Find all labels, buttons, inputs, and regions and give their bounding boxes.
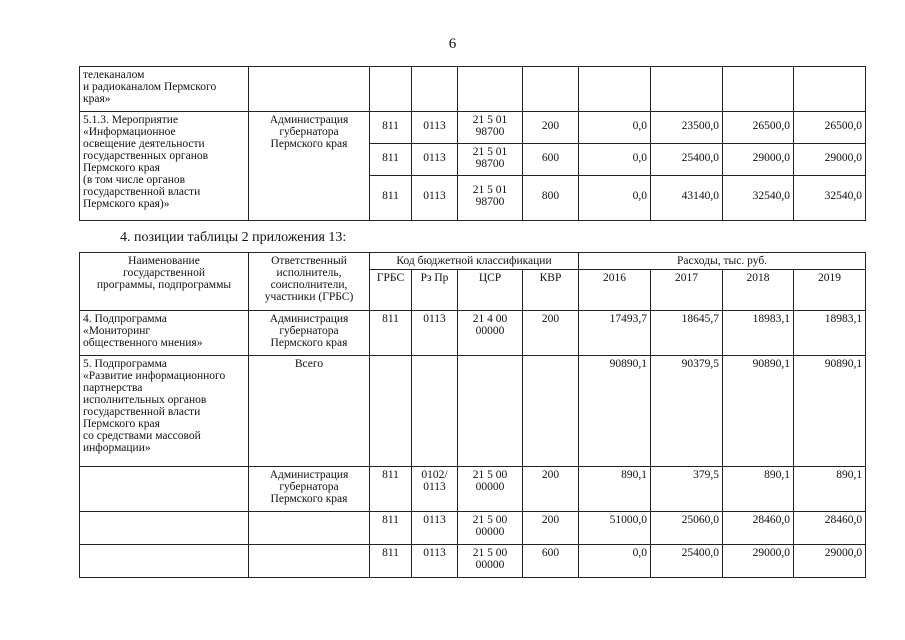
- value-2018-cell: 26500,0: [723, 112, 794, 144]
- subprogram-5-executor: Всего: [249, 356, 370, 467]
- value-2018-cell: 29000,0: [723, 545, 794, 578]
- continuation-table: [79, 66, 866, 221]
- kvr-cell: 600: [523, 144, 579, 176]
- header-code-group: Код бюджетной классификации: [370, 253, 579, 270]
- value-2017-cell: 18645,7: [651, 311, 723, 356]
- header-2016: 2016: [579, 270, 651, 311]
- header-rzpr: Рз Пр: [412, 270, 458, 311]
- value-2019-cell: 32540,0: [794, 176, 866, 221]
- kvr-cell: 800: [523, 176, 579, 221]
- header-2017: 2017: [651, 270, 723, 311]
- grbs-cell: 811: [370, 176, 412, 221]
- value-2016-cell: 90890,1: [579, 356, 651, 467]
- page-number: 6: [448, 36, 457, 52]
- value-2016-cell: 0,0: [579, 176, 651, 221]
- header-name: Наименование государственной программы, подпрограммы: [80, 253, 249, 311]
- value-2016-cell: 51000,0: [579, 512, 651, 545]
- csr-cell: 21 5 00 00000: [458, 467, 523, 512]
- value-2018-cell: 29000,0: [723, 144, 794, 176]
- grbs-cell: 811: [370, 545, 412, 578]
- header-executor: Ответственный исполнитель, соисполнители, участники (ГРБС): [249, 253, 370, 311]
- grbs-cell: 811: [370, 467, 412, 512]
- kvr-cell: 200: [523, 512, 579, 545]
- grbs-cell: 811: [370, 311, 412, 356]
- kvr-cell: 200: [523, 311, 579, 356]
- value-2017-cell: 379,5: [651, 467, 723, 512]
- value-2018-cell: 32540,0: [723, 176, 794, 221]
- value-2019-cell: 26500,0: [794, 112, 866, 144]
- rzpr-cell: 0113: [412, 144, 458, 176]
- value-2019-cell: 29000,0: [794, 545, 866, 578]
- kvr-cell: 200: [523, 467, 579, 512]
- value-2017-cell: 90379,5: [651, 356, 723, 467]
- value-2018-cell: 90890,1: [723, 356, 794, 467]
- csr-cell: 21 5 00 00000: [458, 545, 523, 578]
- value-2018-cell: 28460,0: [723, 512, 794, 545]
- grbs-cell: 811: [370, 112, 412, 144]
- rzpr-cell: 0113: [412, 311, 458, 356]
- header-expense-group: Расходы, тыс. руб.: [579, 253, 866, 270]
- kvr-cell: 200: [523, 112, 579, 144]
- subprogram-4-executor: Администрация губернатора Пермского края: [249, 311, 370, 356]
- header-kvr: КВР: [523, 270, 579, 311]
- csr-cell: 21 5 01 98700: [458, 144, 523, 176]
- value-2019-cell: 29000,0: [794, 144, 866, 176]
- value-2019-cell: 18983,1: [794, 311, 866, 356]
- value-2017-cell: 25060,0: [651, 512, 723, 545]
- row-executor: [249, 512, 370, 545]
- budget-table: [79, 252, 866, 578]
- grbs-cell: 811: [370, 512, 412, 545]
- header-2019: 2019: [794, 270, 866, 311]
- value-2016-cell: 0,0: [579, 112, 651, 144]
- rzpr-cell: 0113: [412, 176, 458, 221]
- measure-name-cell: 5.1.3. Мероприятие «Информационное освещение деятельности государственных органов Пермского края (в том числе органов государственной власти Пермского края)»: [80, 112, 249, 221]
- header-2018: 2018: [723, 270, 794, 311]
- header-grbs: ГРБС: [370, 270, 412, 311]
- value-2018-cell: 18983,1: [723, 311, 794, 356]
- value-2016-cell: 0,0: [579, 545, 651, 578]
- row-executor: Администрация губернатора Пермского края: [249, 467, 370, 512]
- rzpr-cell: 0102/ 0113: [412, 467, 458, 512]
- subprogram-5-name: 5. Подпрограмма «Развитие информационного партнерства исполнительных органов государственной власти Пермского края со средствами массовой информации»: [80, 356, 249, 467]
- csr-cell: 21 5 00 00000: [458, 512, 523, 545]
- rzpr-cell: 0113: [412, 545, 458, 578]
- subprogram-4-name: 4. Подпрограмма «Мониторинг общественного мнения»: [80, 311, 249, 356]
- rzpr-cell: 0113: [412, 512, 458, 545]
- value-2017-cell: 25400,0: [651, 545, 723, 578]
- value-2017-cell: 23500,0: [651, 112, 723, 144]
- measure-executor-cell: Администрация губернатора Пермского края: [249, 112, 370, 221]
- row-executor: [249, 545, 370, 578]
- grbs-cell: 811: [370, 144, 412, 176]
- header-csr: ЦСР: [458, 270, 523, 311]
- value-2019-cell: 890,1: [794, 467, 866, 512]
- section-heading: 4. позиции таблицы 2 приложения 13:: [120, 230, 347, 245]
- csr-cell: 21 5 01 98700: [458, 176, 523, 221]
- value-2018-cell: 890,1: [723, 467, 794, 512]
- value-2016-cell: 890,1: [579, 467, 651, 512]
- csr-cell: 21 5 01 98700: [458, 112, 523, 144]
- kvr-cell: 600: [523, 545, 579, 578]
- value-2017-cell: 43140,0: [651, 176, 723, 221]
- value-2017-cell: 25400,0: [651, 144, 723, 176]
- csr-cell: 21 4 00 00000: [458, 311, 523, 356]
- value-2016-cell: 0,0: [579, 144, 651, 176]
- value-2019-cell: 28460,0: [794, 512, 866, 545]
- continued-name-cell: телеканалом и радиоканалом Пермского края»: [80, 67, 249, 112]
- value-2016-cell: 17493,7: [579, 311, 651, 356]
- value-2019-cell: 90890,1: [794, 356, 866, 467]
- rzpr-cell: 0113: [412, 112, 458, 144]
